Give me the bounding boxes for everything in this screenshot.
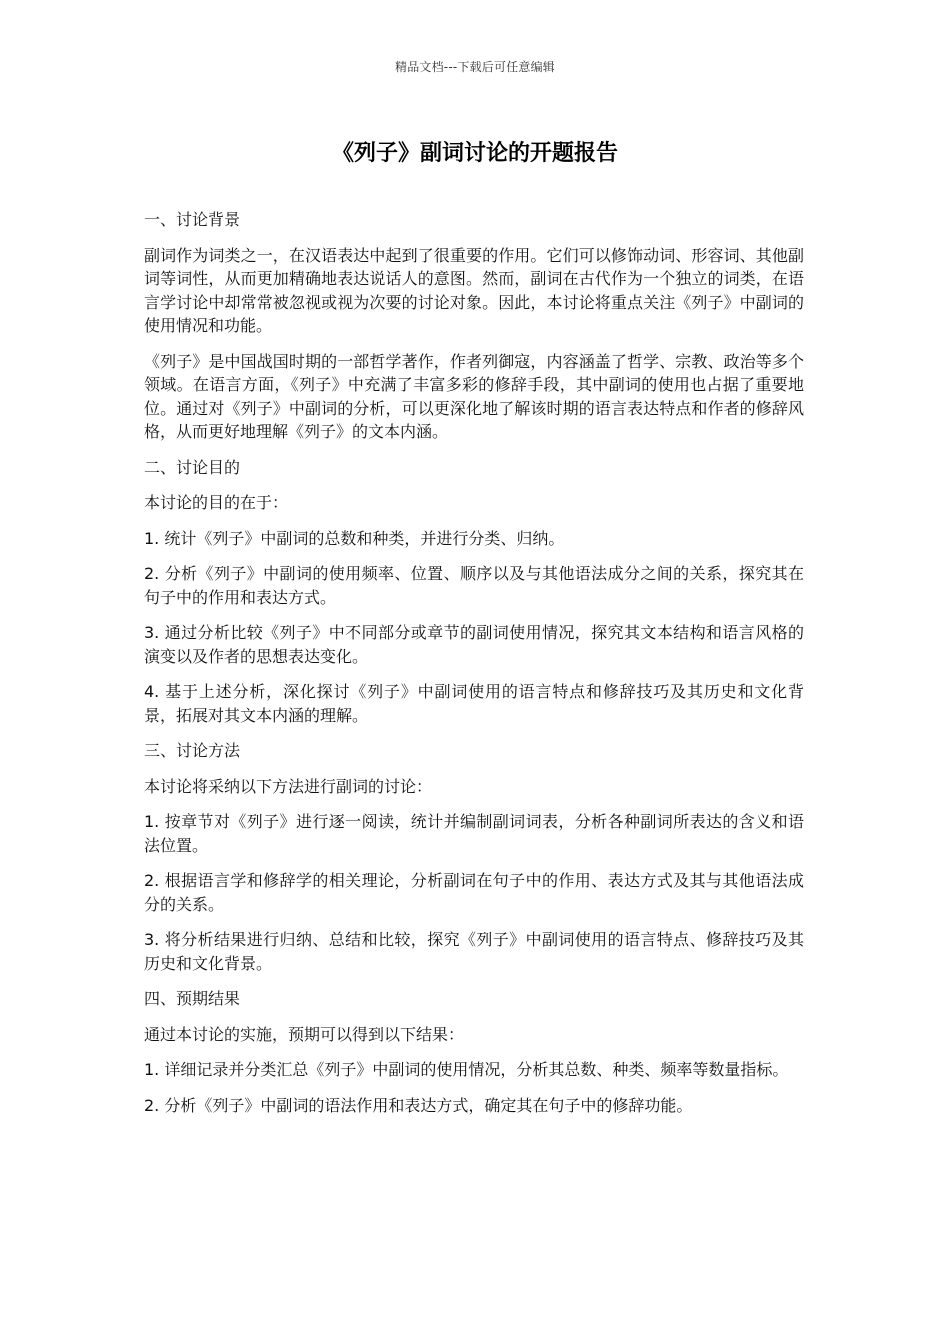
section-heading-expected-results: 四、预期结果	[144, 989, 241, 1008]
section-heading-method: 三、讨论方法	[144, 741, 241, 760]
section-heading-background: 一、讨论背景	[144, 210, 241, 229]
paragraph-background-1: 副词作为词类之一，在汉语表达中起到了很重要的作用。它们可以修饰动词、形容词、其他副词等词性，从而更加精确地表达说话人的意图。然而，副词在古代作为一个独立的词类，在语言学讨论中却常常被忽视或视为次要的讨论对象。因此，本讨论将重点关注《列子》中副词的使用情况和功能。	[144, 245, 804, 335]
purpose-item-4: 4. 基于上述分析，深化探讨《列子》中副词使用的语言特点和修辞技巧及其历史和文化背景，拓展对其文本内涵的理解。	[144, 682, 804, 725]
method-intro: 本讨论将采纳以下方法进行副词的讨论：	[144, 776, 433, 796]
method-item-2: 2. 根据语言学和修辞学的相关理论，分析副词在句子中的作用、表达方式及其与其他语法成分的关系。	[144, 871, 804, 914]
purpose-item-3: 3. 通过分析比较《列子》中不同部分或章节的副词使用情况，探究其文本结构和语言风格的演变以及作者的思想表达变化。	[144, 623, 804, 666]
purpose-item-1: 1. 统计《列子》中副词的总数和种类，并进行分类、归纳。	[144, 528, 565, 548]
document-body	[144, 208, 804, 1129]
purpose-intro: 本讨论的目的在于：	[144, 493, 289, 512]
results-item-2: 2. 分析《列子》中副词的语法作用和表达方式，确定其在句子中的修辞功能。	[144, 1095, 693, 1115]
method-item-3: 3. 将分析结果进行归纳、总结和比较，探究《列子》中副词使用的语言特点、修辞技巧及其历史和文化背景。	[144, 930, 804, 973]
header-note: 精品文档---下载后可任意编辑	[395, 60, 555, 74]
results-item-1: 1. 详细记录并分类汇总《列子》中副词的使用情况，分析其总数、种类、频率等数量指标。	[144, 1060, 789, 1079]
document-title: 《列子》副词讨论的开题报告	[331, 141, 618, 166]
method-item-1: 1. 按章节对《列子》进行逐一阅读，统计并编制副词词表，分析各种副词所表达的含义和语法位置。	[144, 812, 804, 855]
paragraph-background-2: 《列子》是中国战国时期的一部哲学著作，作者列御寇，内容涵盖了哲学、宗教、政治等多个领域。在语言方面，《列子》中充满了丰富多彩的修辞手段，其中副词的使用也占据了重要地位。通过对《列子》中副词的分析，可以更深化地了解该时期的语言表达特点和作者的修辞风格，从而更好地理解《列子》的文本内涵。	[144, 351, 804, 441]
purpose-item-2: 2. 分析《列子》中副词的使用频率、位置、顺序以及与其他语法成分之间的关系，探究其在句子中的作用和表达方式。	[144, 564, 804, 607]
section-heading-purpose: 二、讨论目的	[144, 457, 241, 477]
results-intro: 通过本讨论的实施，预期可以得到以下结果：	[144, 1024, 465, 1044]
